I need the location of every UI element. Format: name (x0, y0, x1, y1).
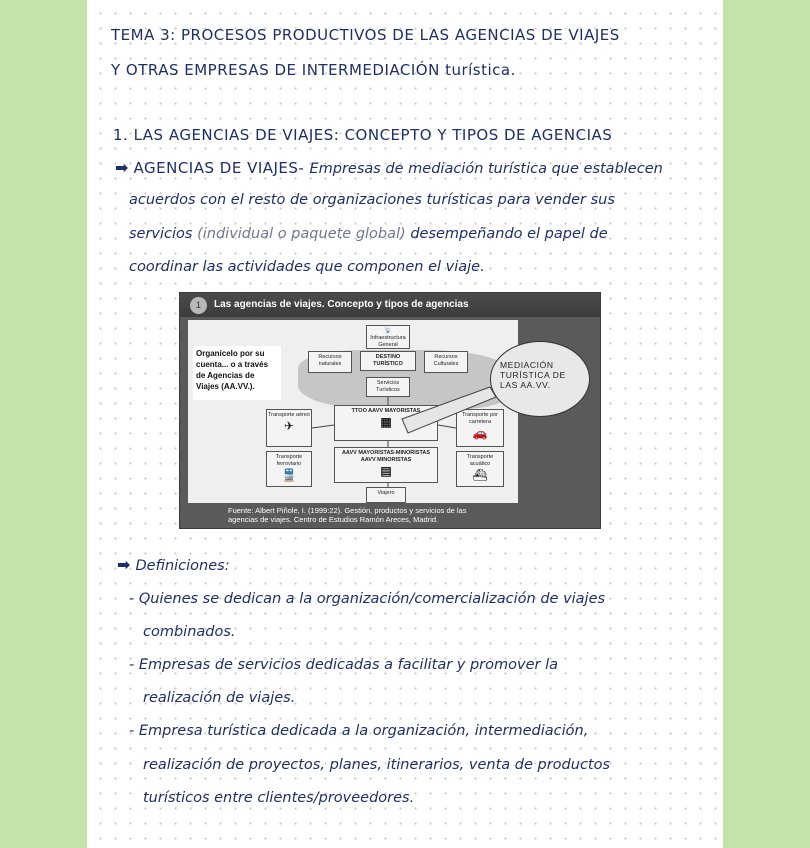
arrow-line (312, 425, 334, 428)
box-infraestructura: 📡 Infraestructura General (366, 325, 410, 349)
box-viajero: Viajero (366, 487, 406, 503)
definition-text-1: Empresas de mediación turística que establecen (309, 161, 663, 177)
arrow-line (438, 425, 456, 428)
bullet-3-line-2: realización de proyectos, planes, itinerarios, venta de productos (143, 757, 611, 773)
box-transporte-ferroviario: Transporte ferroviario 🚆 (266, 451, 312, 487)
definition-line-1 (115, 158, 663, 177)
box-destino-turistico: DESTINO TURÍSTICO (360, 351, 416, 371)
box-transporte-aereo: Transporte aéreo ✈ (266, 409, 312, 447)
bullet-2-line-1: - Empresas de servicios dedicadas a facilitar y promover la (129, 657, 558, 673)
box-servicios-turisticos: Servicios Turísticos (366, 377, 410, 397)
definition-line-2: acuerdos con el resto de organizaciones turísticas para vender sus (129, 192, 615, 208)
box-transporte-acuatico: Transporte acuático ⛴ (456, 451, 504, 487)
bullet-1-line-1: - Quienes se dedican a la organización/comercialización de viajes (129, 591, 606, 607)
box-transporte-carretera: Transporte por carretera 🚗 (456, 409, 504, 447)
antenna-icon: 📡 (384, 328, 392, 334)
bullet-3-line-1: - Empresa turística dedicada a la organización, intermediación, (129, 723, 589, 739)
bullet-3-line-3: turísticos entre clientes/proveedores. (143, 790, 415, 806)
section-heading: 1. LAS AGENCIAS DE VIAJES: CONCEPTO Y TIPOS DE AGENCIAS (113, 126, 613, 144)
train-icon: 🚆 (281, 468, 297, 482)
building-icon: ▦ (380, 415, 392, 429)
title-line-1: TEMA 3: PROCESOS PRODUCTIVOS DE LAS AGENCIAS DE VIAJES (111, 26, 620, 44)
slide-source: Fuente: Albert Piñole, I. (1999:22). Gestión, productos y servicios de las agencias de viajes. Centro de Estudios Ramón Areces, Madrid. (228, 506, 467, 524)
definition-line-3 (129, 226, 608, 242)
mediacion-text: MEDIACIÓN TURÍSTICA DE LAS AA.VV. (500, 360, 566, 390)
bullet-2-line-2: realización de viajes. (143, 690, 296, 706)
big-arrow-icon (402, 387, 496, 433)
car-icon: 🚗 (472, 426, 488, 440)
title-line-2: Y OTRAS EMPRESAS DE INTERMEDIACIÓN turística. (111, 61, 516, 79)
arrow-icon: ➡ (117, 555, 131, 574)
definition-text-3c: desempeñando el papel de (410, 226, 608, 242)
ship-icon: ⛴ (472, 468, 488, 482)
definition-text-3a: servicios (129, 226, 193, 242)
box-ttoo-mayoristas: TTOO AAVV MAYORISTAS ▦ (334, 405, 438, 441)
box-recursos-naturales: Recursos naturales (308, 351, 352, 373)
bullet-1-line-2: combinados. (143, 624, 236, 640)
definition-line-4: coordinar las actividades que componen el viaje. (129, 259, 485, 275)
airplane-icon: ✈ (283, 419, 295, 433)
definitions-heading: ➡ Definiciones: (117, 555, 230, 574)
shop-icon: ▤ (380, 464, 392, 478)
slide-heading: Las agencias de viajes. Concepto y tipos de agencias (214, 299, 469, 310)
agencias-term: AGENCIAS DE VIAJES- (133, 159, 305, 177)
arrow-icon: ➡ (115, 158, 129, 177)
box-recursos-culturales: Recursos Culturales (424, 351, 468, 373)
slide-note: Organícelo por su cuenta... o a través de Agencias de Viajes (AA.VV.). (193, 346, 281, 400)
definition-text-3b: (individual o paquete global) (197, 226, 406, 242)
slide-number: 1 (190, 297, 207, 314)
slide-image (179, 292, 601, 529)
box-aavv-minoristas: AAVV MAYORISTAS-MINORISTAS AAVV MINORISTAS ▤ (334, 447, 438, 483)
notebook-page (87, 0, 723, 848)
